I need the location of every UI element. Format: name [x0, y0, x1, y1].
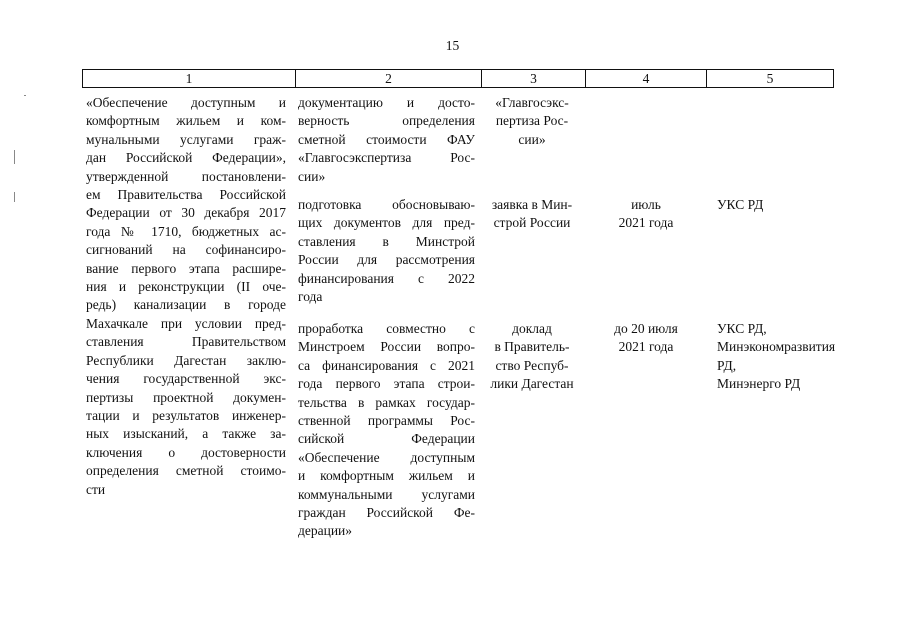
text-line: ных изысканий, а также за- — [86, 426, 286, 442]
text-line: ставления Правительством — [86, 334, 286, 350]
text-line: заявка в Мин- — [491, 197, 573, 212]
text-line: года — [298, 289, 323, 305]
text-line: доклад — [512, 321, 552, 336]
text-line: лики Дагестан — [490, 376, 574, 392]
table-header-bottom-rule — [82, 87, 834, 88]
text-line: верность определения — [298, 113, 475, 129]
text-line: сти — [86, 481, 106, 497]
text-line: УКС РД — [717, 197, 764, 212]
text-line: ставления в Минстрой — [298, 233, 475, 249]
text-line: граждан Российской Фе- — [298, 505, 475, 521]
text-line: утвержденной постановлени- — [86, 168, 286, 184]
row-2-responsible — [717, 196, 857, 214]
text-line: пертизы проектной докумен- — [86, 389, 286, 405]
text-line: РД, — [717, 357, 737, 373]
row-1-result — [484, 94, 580, 149]
text-line: пертиза Рос- — [495, 113, 569, 129]
text-line: Минэкономразвития — [717, 339, 836, 355]
text-line: сии» — [298, 168, 326, 184]
text-line: года № 1710, бюджетных ас- — [86, 223, 286, 239]
text-line: чения государственной экс- — [86, 371, 286, 387]
text-line: России для рассмотрения — [298, 252, 475, 268]
text-line: до 20 июля — [614, 321, 678, 336]
text-line: «Главгосэкспертиза Рос- — [298, 150, 475, 166]
text-line: сметной стоимости ФАУ — [298, 131, 475, 147]
text-line: коммунальными услугами — [298, 486, 475, 502]
text-line: Махачкале при условии пред- — [86, 315, 286, 331]
text-line: сийской Федерации — [298, 431, 475, 447]
text-line: комфортным жильем и ком- — [86, 113, 286, 129]
header-col-5: 5 — [706, 70, 834, 87]
text-line: ния и реконструкции (II оче- — [86, 279, 286, 295]
row-3-action — [298, 320, 475, 541]
scan-speck — [14, 150, 15, 164]
text-line: тации и результатов инженер- — [86, 407, 286, 423]
page-number: 15 — [445, 38, 460, 53]
row-3-responsible — [717, 320, 867, 394]
row-2-result — [484, 196, 580, 233]
text-line: тельства в рамках государ- — [298, 394, 475, 410]
header-col-1: 1 — [82, 70, 295, 87]
text-line: 2021 года — [618, 215, 674, 231]
text-line: дерации» — [298, 523, 353, 539]
text-line: июль — [631, 197, 661, 212]
text-line: финансирования с 2022 — [298, 270, 475, 286]
text-line: проработка совместно с — [298, 321, 475, 336]
header-col-4: 4 — [585, 70, 706, 87]
text-line: УКС РД, — [717, 321, 767, 336]
text-line: подготовка обосновываю- — [298, 197, 475, 212]
text-line: ключения о достоверности — [86, 444, 286, 460]
text-line: «Обеспечение доступным и — [86, 95, 286, 110]
header-col-2: 2 — [295, 70, 481, 87]
row-1-action — [298, 94, 475, 186]
text-line: щих документов для пред- — [298, 215, 475, 231]
row-2-action — [298, 196, 475, 306]
text-line: мунальными услугами граж- — [86, 131, 286, 147]
text-line: и комфортным жильем и — [298, 468, 475, 484]
row-3-result — [484, 320, 580, 394]
text-line: ство Респуб- — [495, 357, 569, 373]
text-line: года первого этапа строи- — [298, 376, 475, 392]
text-line: Минстроем России вопро- — [298, 339, 475, 355]
text-line: 2021 года — [618, 339, 674, 355]
text-line: «Обеспечение доступным — [298, 449, 475, 465]
text-line: вание первого этапа расшире- — [86, 260, 286, 276]
text-line: ем Правительства Российской — [86, 187, 286, 203]
text-line: Республики Дагестан заклю- — [86, 352, 286, 368]
text-line: документацию и досто- — [298, 95, 475, 110]
text-line: сигнований на софинансиро- — [86, 242, 286, 258]
scan-speck — [24, 95, 26, 96]
text-line: «Главгосэкс- — [495, 95, 569, 110]
row-2-deadline — [588, 196, 704, 233]
header-col-3: 3 — [481, 70, 585, 87]
row-3-deadline — [588, 320, 704, 357]
text-line: дан Российской Федерации», — [86, 150, 286, 166]
text-line: сии» — [518, 131, 546, 147]
text-line: редь) канализации в городе — [86, 297, 286, 313]
description-cell — [86, 94, 286, 499]
text-line: определения сметной стоимо- — [86, 463, 286, 479]
text-line: строй России — [493, 215, 571, 231]
text-line: са финансирования с 2021 — [298, 357, 475, 373]
text-line: в Правитель- — [494, 339, 570, 355]
text-line: ственной программы Рос- — [298, 413, 475, 429]
scan-speck — [14, 192, 15, 202]
text-line: Федерации от 30 декабря 2017 — [86, 205, 286, 221]
text-line: Минэнерго РД — [717, 376, 801, 392]
